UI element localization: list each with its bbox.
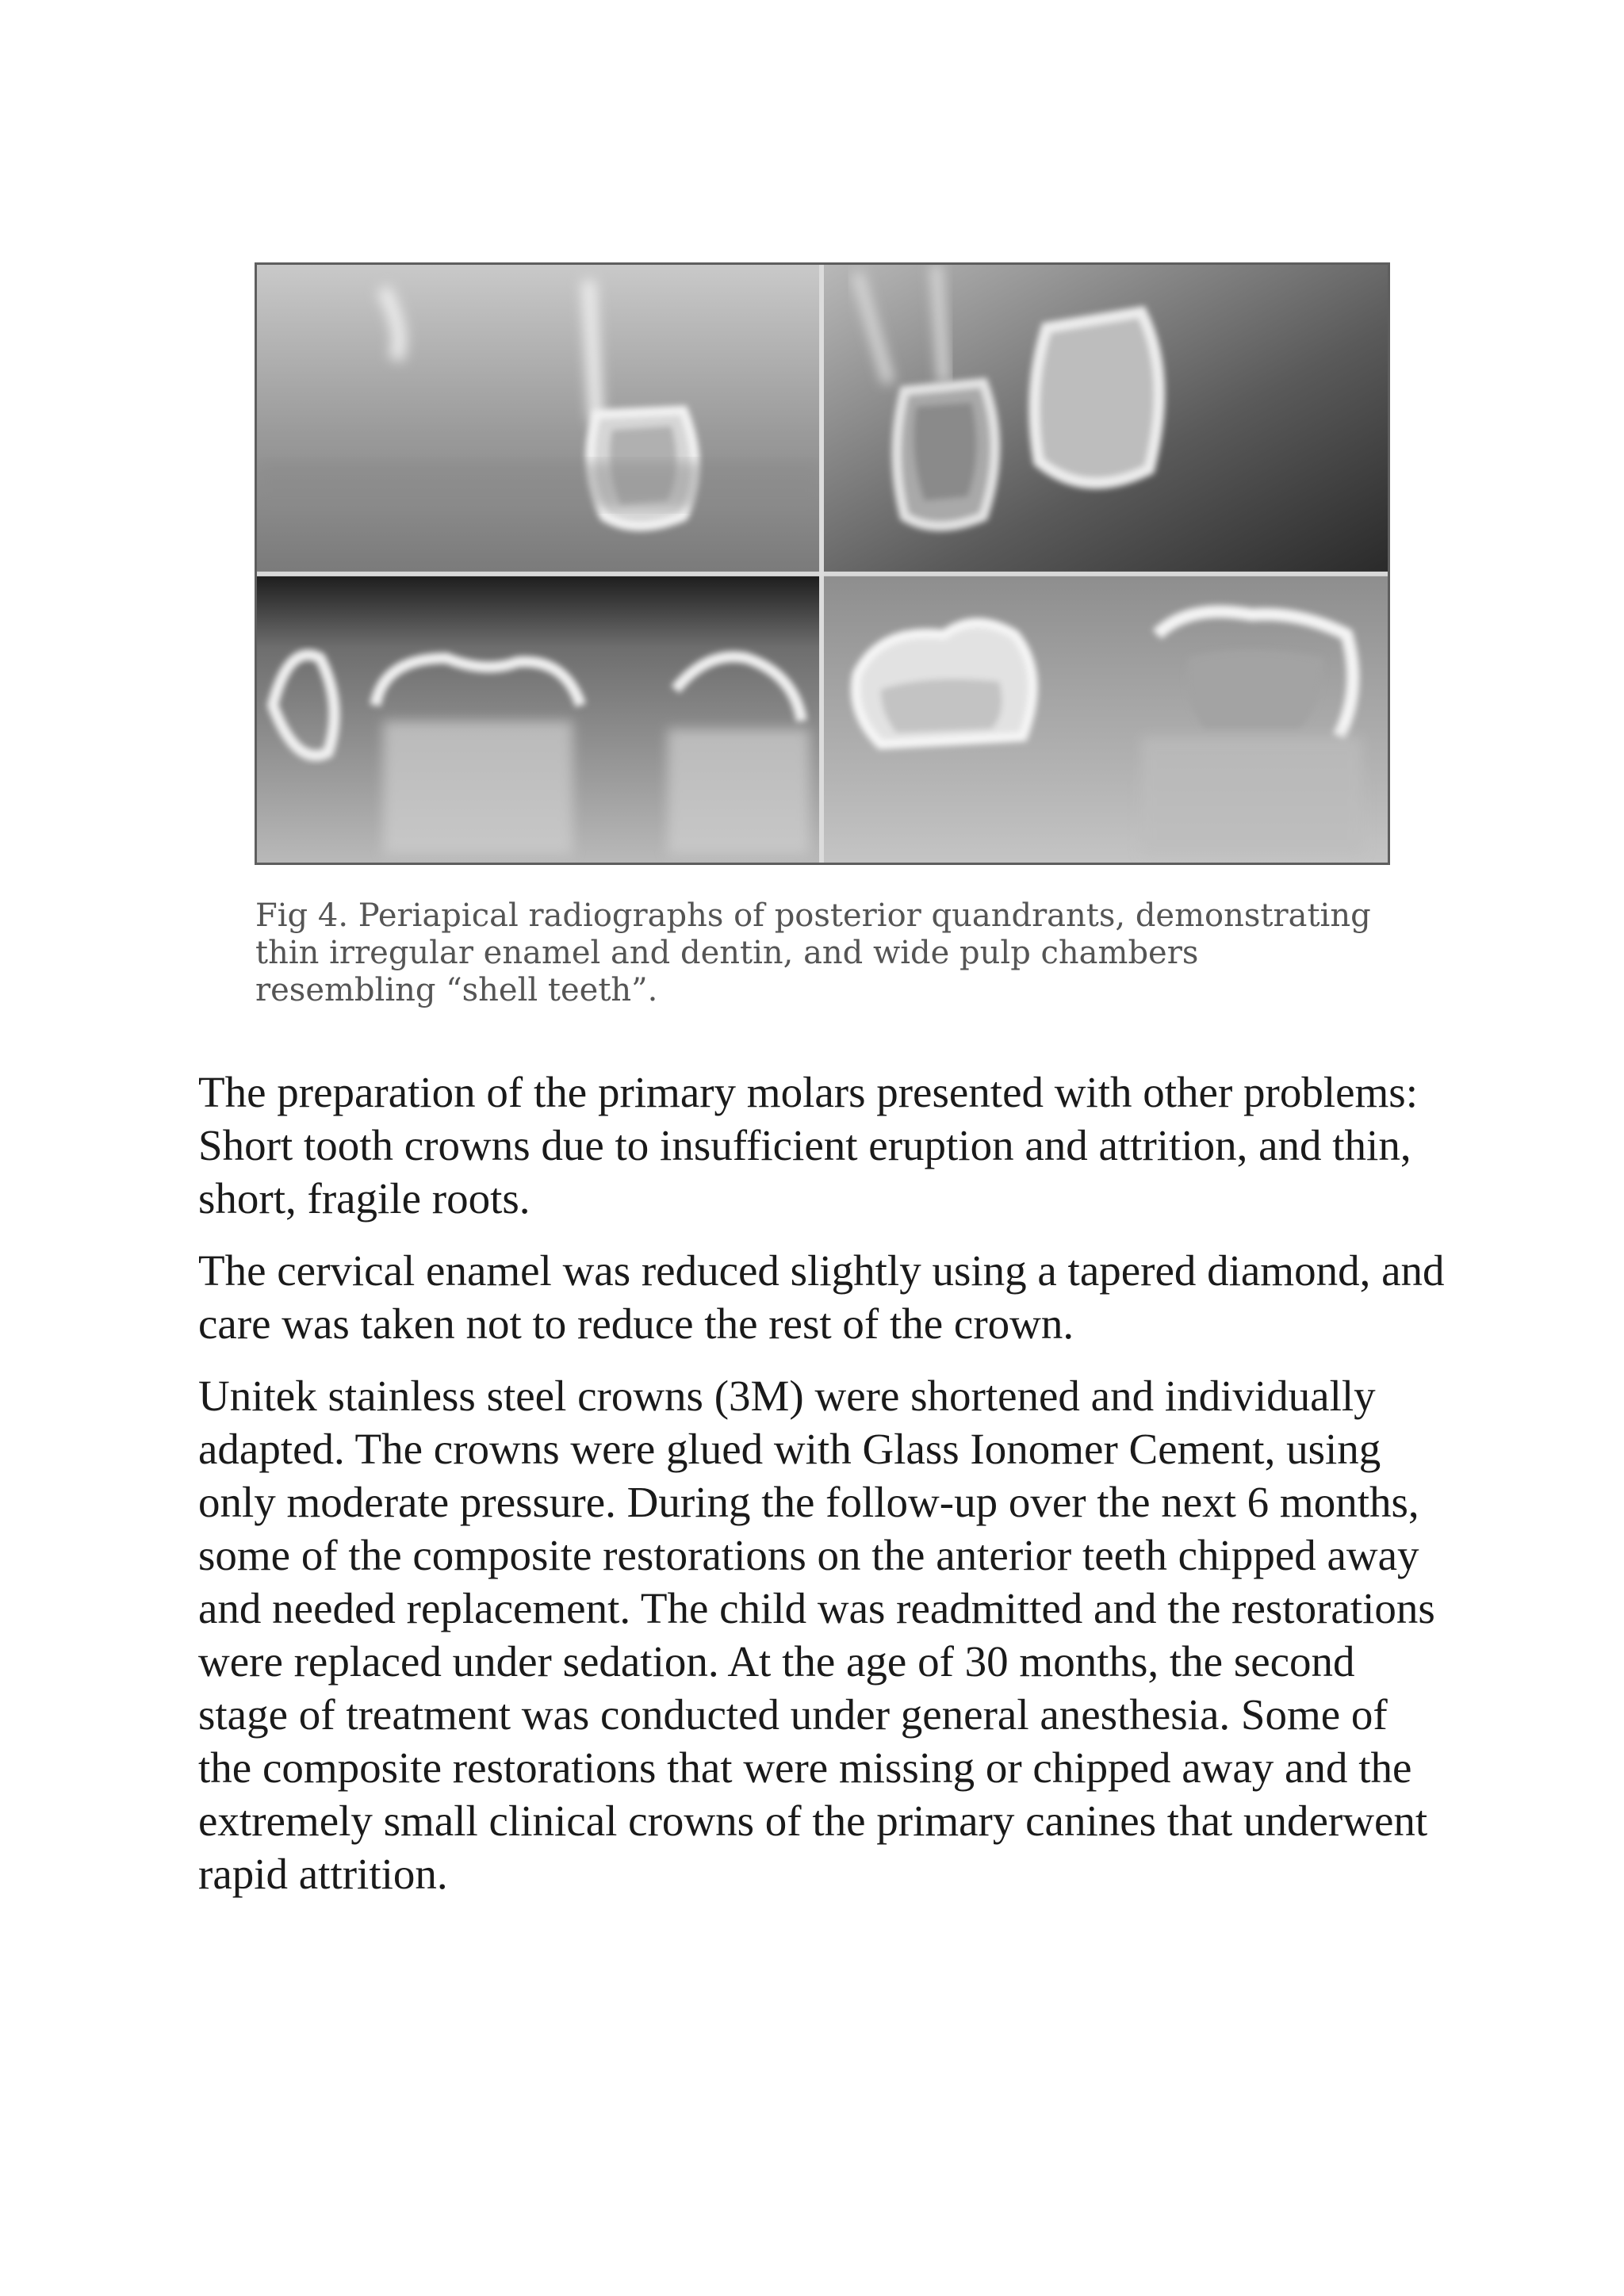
radiograph-image <box>257 265 1388 863</box>
paragraph: Unitek stainless steel crowns (3M) were shortened and individually adapted. The crowns were glued with Glass Ionomer Cement, using only moderate pressure. During the follow-up over the next 6 months, some of the composite restorations on the anterior teeth chipped away and needed replacement. The child was readmitted and the restorations were replaced under sedation. At the age of 30 months, the second stage of treatment was conducted under general anesthesia. Some of the composite restorations that were missing or chipped away and the extremely small clinical crowns of the primary canines that underwent rapid attrition. <box>198 1372 1435 1898</box>
radiograph-bottom-right <box>824 576 1388 863</box>
paragraph: The cervical enamel was reduced slightly using a tapered diamond, and care was taken not to reduce the rest of the crown. <box>198 1246 1445 1348</box>
radiograph-top-left <box>257 265 821 573</box>
paragraph: The preparation of the primary molars presented with other problems: Short tooth crowns due to insufficient eruption and attrition, and thin, short, fragile roots. <box>198 1068 1418 1223</box>
panel-divider-vertical <box>819 265 824 863</box>
radiograph-figure <box>255 262 1390 865</box>
radiograph-bottom-left <box>257 576 821 863</box>
body-text <box>198 1066 1451 1919</box>
radiograph-top-right <box>824 265 1388 573</box>
figure-caption: Fig 4. Periapical radiographs of posterior quandrants, demonstrating thin irregular enamel and dentin, and wide pulp chambers resembling “shell teeth”. <box>255 897 1371 1008</box>
